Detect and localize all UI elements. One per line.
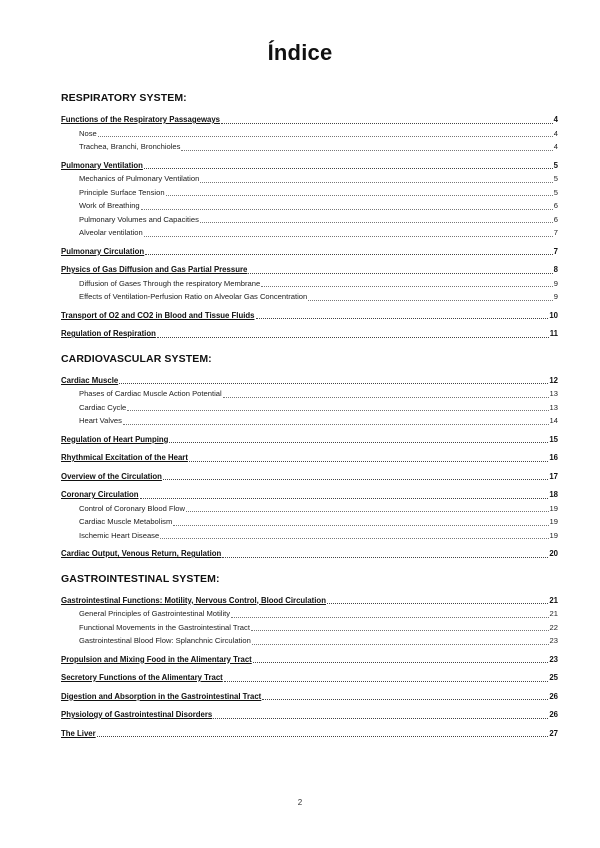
entry-page-number: 15 <box>549 434 558 444</box>
toc-group <box>61 708 558 722</box>
entry-page-number: 5 <box>553 174 558 183</box>
toc-entry-propulsion-and-mixing-food-in-the-alimentary-tract[interactable] <box>61 653 558 667</box>
toc-entry-regulation-of-heart-pumping[interactable] <box>61 433 558 447</box>
toc-group <box>61 245 558 259</box>
entry-title: Trachea, Branchi, Bronchioles <box>79 142 181 151</box>
entry-page-number: 4 <box>553 142 558 151</box>
toc-section-respiratory-system <box>61 92 558 341</box>
dot-leader <box>119 383 548 384</box>
entry-title: General Principles of Gastrointestinal Motility <box>79 609 231 618</box>
entry-title: Digestion and Absorption in the Gastrointestinal Tract <box>61 691 262 701</box>
entry-page-number: 19 <box>549 517 558 526</box>
toc-subentry-effects-of-ventilation-perfusion-ratio-on-alveolar-gas-concentration[interactable] <box>61 290 558 304</box>
entry-title: Ischemic Heart Disease <box>79 530 160 540</box>
toc-group <box>61 451 558 465</box>
dot-leader <box>97 736 549 737</box>
dot-leader <box>261 286 553 287</box>
entry-page-number: 20 <box>549 549 558 558</box>
toc-entry-pulmonary-ventilation[interactable] <box>61 159 558 173</box>
entry-title: Regulation of Respiration <box>61 329 156 338</box>
toc-group <box>61 690 558 704</box>
entry-title: Pulmonary Volumes and Capacities <box>79 214 199 224</box>
entry-title: Nose <box>79 128 97 138</box>
page-number: 2 <box>297 798 303 807</box>
entry-page-number: 13 <box>549 389 558 398</box>
entry-page-number: 19 <box>549 503 558 513</box>
entry-title: Regulation of Heart Pumping <box>61 434 169 444</box>
entry-title: Functions of the Respiratory Passageways <box>61 115 221 124</box>
entry-title: Mechanics of Pulmonary Ventilation <box>79 174 200 183</box>
entry-page-number: 26 <box>549 691 558 701</box>
toc-group <box>61 433 558 447</box>
section-heading: RESPIRATORY SYSTEM: <box>61 92 187 104</box>
dot-leader <box>251 630 549 631</box>
dot-leader <box>256 318 549 319</box>
entry-title: Rhythmical Excitation of the Heart <box>61 453 188 462</box>
page-title: Índice <box>267 40 333 65</box>
toc-entry-pulmonary-circulation[interactable] <box>61 245 558 259</box>
entry-page-number: 9 <box>553 278 558 288</box>
toc-group <box>61 263 558 304</box>
dot-leader <box>163 479 548 480</box>
entry-title: Gastrointestinal Functions: Motility, Nervous Control, Blood Circulation <box>61 595 326 605</box>
dot-leader <box>231 617 548 618</box>
entry-page-number: 9 <box>553 292 558 301</box>
toc-group <box>61 547 558 561</box>
dot-leader <box>189 461 548 462</box>
toc-subentry-heart-valves[interactable] <box>61 414 558 428</box>
toc-entry-coronary-circulation[interactable] <box>61 488 558 502</box>
dot-leader <box>98 136 553 137</box>
toc-group <box>61 113 558 154</box>
dot-leader <box>123 424 549 425</box>
toc-group <box>61 727 558 741</box>
entry-page-number: 22 <box>549 622 558 632</box>
entry-page-number: 26 <box>549 710 558 719</box>
toc-subentry-cardiac-muscle-metabolism[interactable] <box>61 515 558 529</box>
toc-entry-secretory-functions-of-the-alimentary-tract[interactable] <box>61 671 558 685</box>
entry-page-number: 13 <box>549 402 558 412</box>
toc-subentry-pulmonary-volumes-and-capacities[interactable] <box>61 213 558 227</box>
entry-title: Physiology of Gastrointestinal Disorders <box>61 710 213 719</box>
toc-entry-rhythmical-excitation-of-the-heart[interactable] <box>61 451 558 465</box>
entry-page-number: 5 <box>553 160 558 170</box>
entry-title: Principle Surface Tension <box>79 187 165 197</box>
dot-leader <box>248 273 552 274</box>
dot-leader <box>145 254 552 255</box>
dot-leader <box>181 150 552 151</box>
entry-page-number: 19 <box>549 530 558 540</box>
entry-page-number: 23 <box>549 636 558 645</box>
entry-page-number: 25 <box>549 673 558 682</box>
entry-page-number: 7 <box>553 246 558 256</box>
toc-entry-cardiac-muscle[interactable] <box>61 374 558 388</box>
entry-title: Control of Coronary Blood Flow <box>79 503 185 513</box>
toc-subentry-nose[interactable] <box>61 127 558 141</box>
entry-page-number: 4 <box>553 128 558 138</box>
dot-leader <box>127 410 548 411</box>
toc-subentry-alveolar-ventilation[interactable] <box>61 226 558 240</box>
entry-title: The Liver <box>61 728 96 738</box>
entry-title: Physics of Gas Diffusion and Gas Partial Pressure <box>61 265 248 274</box>
entry-title: Transport of O2 and CO2 in Blood and Tissue Fluids <box>61 310 255 320</box>
dot-leader <box>221 123 553 124</box>
dot-leader <box>140 498 549 499</box>
entry-title: Diffusion of Gases Through the respiratory Membrane <box>79 278 261 288</box>
dot-leader <box>141 209 553 210</box>
toc-subentry-control-of-coronary-blood-flow[interactable] <box>61 502 558 516</box>
toc-subentry-phases-of-cardiac-muscle-action-potential[interactable] <box>61 387 558 401</box>
entry-page-number: 4 <box>553 115 558 124</box>
entry-title: Coronary Circulation <box>61 490 139 499</box>
toc-subentry-work-of-breathing[interactable] <box>61 199 558 213</box>
toc-section-cardiovascular-system <box>61 353 558 561</box>
entry-title: Cardiac Output, Venous Return, Regulation <box>61 549 222 558</box>
entry-page-number: 10 <box>549 310 558 320</box>
dot-leader <box>166 195 553 196</box>
section-heading: CARDIOVASCULAR SYSTEM: <box>61 352 212 365</box>
entry-page-number: 8 <box>553 265 558 274</box>
toc-entry-transport-of-o2-and-co2-in-blood-and-tissue-fluids[interactable] <box>61 309 558 323</box>
entry-page-number: 11 <box>549 329 558 338</box>
dot-leader <box>252 644 549 645</box>
toc-entry-regulation-of-respiration[interactable] <box>61 327 558 341</box>
table-of-contents <box>61 92 558 745</box>
entry-title: Effects of Ventilation-Perfusion Ratio on Alveolar Gas Concentration <box>79 292 308 301</box>
entry-page-number: 14 <box>549 416 558 425</box>
toc-entry-the-liver[interactable] <box>61 727 558 741</box>
toc-group <box>61 653 558 667</box>
dot-leader <box>186 511 549 512</box>
dot-leader <box>200 222 553 223</box>
toc-group <box>61 309 558 323</box>
toc-entry-physics-of-gas-diffusion-and-gas-partial-pressure[interactable] <box>61 263 558 277</box>
toc-subentry-cardiac-cycle[interactable] <box>61 401 558 415</box>
entry-page-number: 21 <box>549 595 558 605</box>
toc-subentry-mechanics-of-pulmonary-ventilation[interactable] <box>61 172 558 186</box>
toc-section-gastrointestinal-system <box>61 573 558 741</box>
dot-leader <box>253 662 549 663</box>
toc-group <box>61 374 558 428</box>
entry-title: Alveolar ventilation <box>79 228 143 237</box>
entry-title: Work of Breathing <box>79 201 140 210</box>
toc-entry-gastrointestinal-functions-motility-nervous-control-blood-circulation[interactable] <box>61 594 558 608</box>
dot-leader <box>173 525 548 526</box>
entry-page-number: 27 <box>549 728 558 738</box>
toc-entry-overview-of-the-circulation[interactable] <box>61 470 558 484</box>
dot-leader <box>222 557 548 558</box>
entry-page-number: 17 <box>549 471 558 481</box>
entry-page-number: 6 <box>553 201 558 210</box>
toc-subentry-diffusion-of-gases-through-the-respiratory-membrane[interactable] <box>61 277 558 291</box>
entry-page-number: 5 <box>553 187 558 197</box>
entry-title: Phases of Cardiac Muscle Action Potential <box>79 389 222 398</box>
toc-entry-cardiac-output-venous-return-regulation[interactable] <box>61 547 558 561</box>
toc-entry-digestion-and-absorption-in-the-gastrointestinal-tract[interactable] <box>61 690 558 704</box>
entry-page-number: 7 <box>553 228 558 237</box>
entry-title: Cardiac Muscle <box>61 375 119 385</box>
dot-leader <box>144 168 553 169</box>
toc-group <box>61 594 558 648</box>
toc-group <box>61 159 558 240</box>
dot-leader <box>200 182 552 183</box>
dot-leader <box>223 397 549 398</box>
entry-title: Cardiac Cycle <box>79 402 127 412</box>
entry-page-number: 18 <box>549 490 558 499</box>
entry-title: Cardiac Muscle Metabolism <box>79 517 173 526</box>
entry-page-number: 16 <box>549 453 558 462</box>
entry-title: Functional Movements in the Gastrointestinal Tract <box>79 622 250 632</box>
toc-group <box>61 327 558 341</box>
entry-page-number: 21 <box>549 609 558 618</box>
entry-title: Pulmonary Ventilation <box>61 160 143 170</box>
dot-leader <box>213 718 548 719</box>
entry-title: Heart Valves <box>79 416 122 425</box>
entry-page-number: 12 <box>549 375 558 385</box>
toc-subentry-trachea-branchi-bronchioles[interactable] <box>61 140 558 154</box>
entry-title: Propulsion and Mixing Food in the Alimentary Tract <box>61 654 252 664</box>
toc-group <box>61 488 558 542</box>
entry-title: Secretory Functions of the Alimentary Tract <box>61 673 223 682</box>
toc-subentry-gastrointestinal-blood-flow-splanchnic-circulation[interactable] <box>61 634 558 648</box>
entry-title: Overview of the Circulation <box>61 471 162 481</box>
toc-subentry-ischemic-heart-disease[interactable] <box>61 529 558 543</box>
dot-leader <box>308 300 553 301</box>
dot-leader <box>157 337 549 338</box>
dot-leader <box>160 538 548 539</box>
toc-group <box>61 470 558 484</box>
entry-page-number: 6 <box>553 214 558 224</box>
dot-leader <box>327 603 548 604</box>
toc-group <box>61 671 558 685</box>
toc-subentry-general-principles-of-gastrointestinal-motility[interactable] <box>61 607 558 621</box>
toc-entry-functions-of-the-respiratory-passageways[interactable] <box>61 113 558 127</box>
entry-title: Pulmonary Circulation <box>61 246 145 256</box>
dot-leader <box>224 681 549 682</box>
dot-leader <box>144 236 553 237</box>
entry-title: Gastrointestinal Blood Flow: Splanchnic Circulation <box>79 636 251 645</box>
entry-page-number: 23 <box>549 654 558 664</box>
toc-subentry-principle-surface-tension[interactable] <box>61 186 558 200</box>
dot-leader <box>169 442 548 443</box>
section-heading: GASTROINTESTINAL SYSTEM: <box>61 572 220 585</box>
toc-subentry-functional-movements-in-the-gastrointestinal-tract[interactable] <box>61 621 558 635</box>
toc-entry-physiology-of-gastrointestinal-disorders[interactable] <box>61 708 558 722</box>
dot-leader <box>262 699 548 700</box>
